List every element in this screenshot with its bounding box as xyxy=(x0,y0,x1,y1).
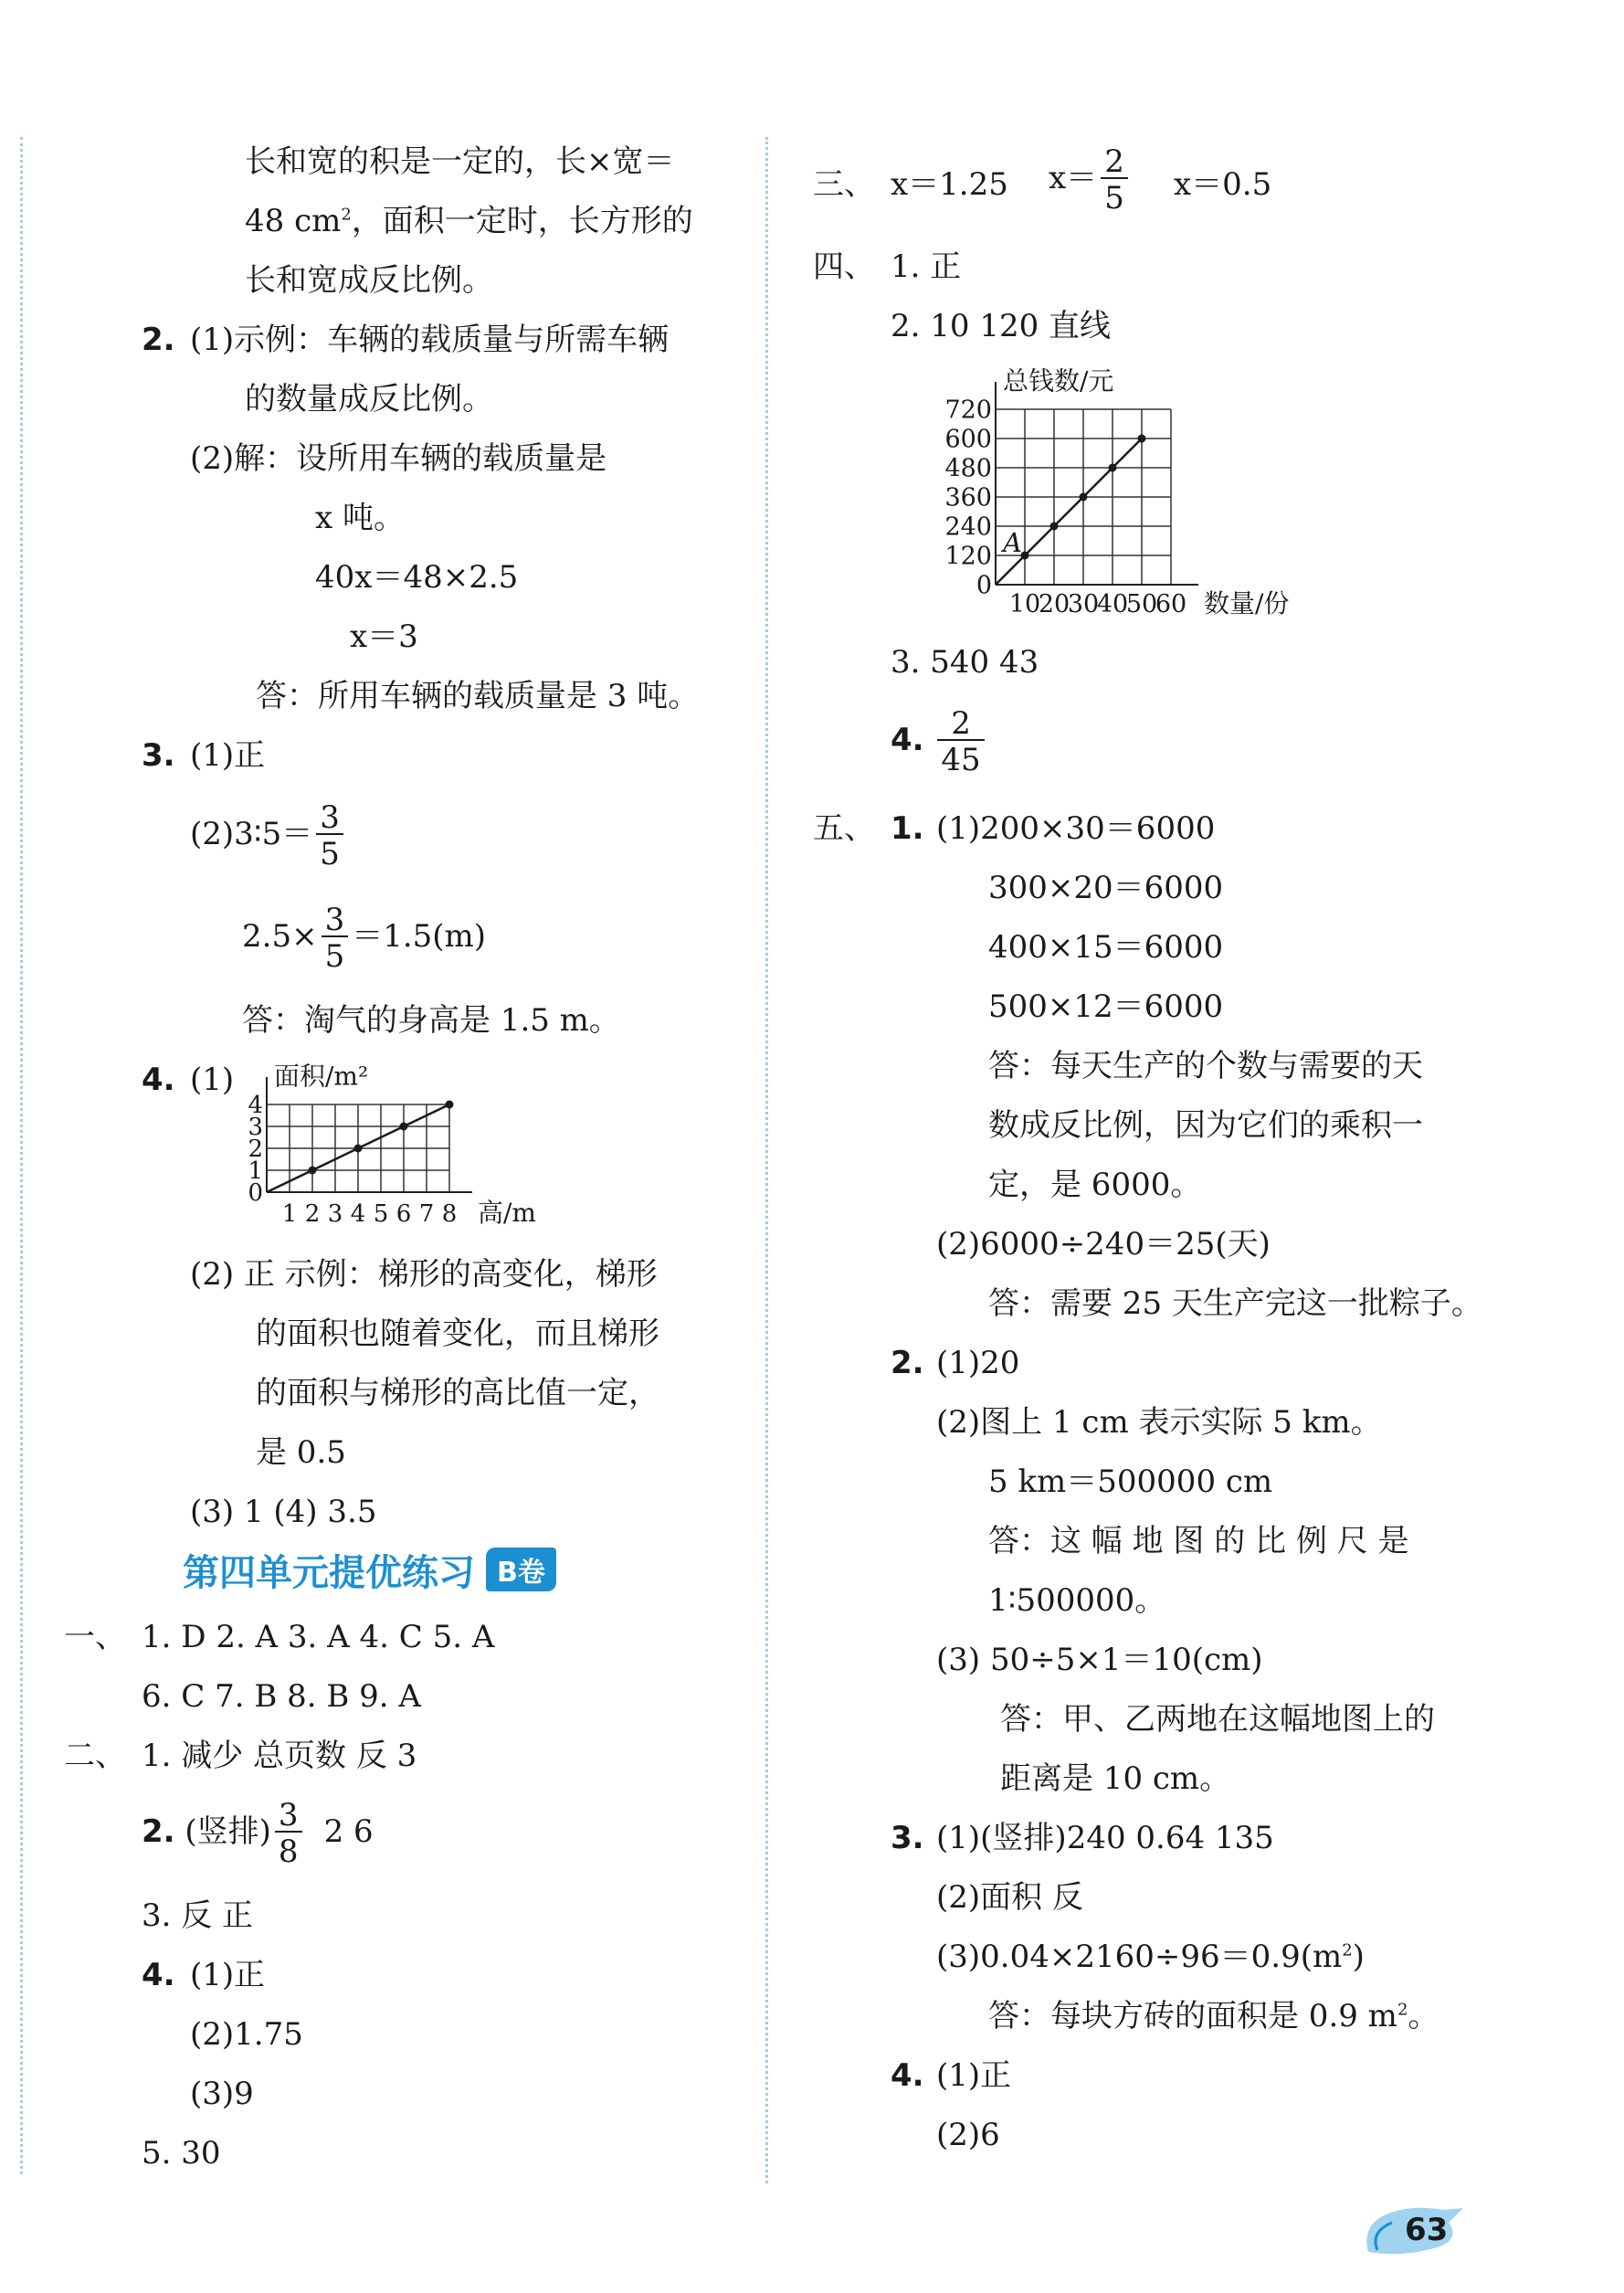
text-line: (1)正 xyxy=(190,737,266,774)
equation: (3) 50÷5×1＝10(cm) xyxy=(936,1642,1263,1678)
answer-line: 答：需要 25 天生产完这一批粽子。 xyxy=(988,1285,1482,1322)
text-line: (2)图上 1 cm 表示实际 5 km。 xyxy=(936,1404,1382,1441)
answer-row: 1. 减少 总页数 反 3 xyxy=(142,1738,417,1774)
equation: 300×20＝6000 xyxy=(988,870,1224,906)
answer-row: 2. 10 120 直线 xyxy=(891,308,1112,344)
answer-line: 答：每天生产的个数与需要的天 xyxy=(988,1048,1423,1084)
x-tick-label: 7 xyxy=(418,1200,435,1228)
x-axis-label: 数量/份 xyxy=(1204,588,1290,618)
answer-line: 答：淘气的身高是 1.5 m。 xyxy=(242,1002,620,1039)
question-number: 2. xyxy=(142,322,175,358)
y-tick-label: 4 xyxy=(248,1092,263,1120)
answer-line: 数成反比例，因为它们的乘积一 xyxy=(988,1107,1423,1144)
x-tick-label: 6 xyxy=(395,1200,412,1228)
y-axis-label: 总钱数/元 xyxy=(1003,365,1114,396)
data-point xyxy=(1080,493,1088,502)
series-line xyxy=(996,439,1142,585)
answer-row: 6. C 7. B 8. B 9. A xyxy=(142,1678,421,1715)
answer-row: 2. (竖排) $\frac{3}{8}$ 2 6 xyxy=(142,1797,374,1870)
equation: x＝3 xyxy=(350,618,418,655)
fraction: $\frac{2}{5}$ xyxy=(1101,146,1128,214)
text-line: 是 0.5 xyxy=(256,1434,346,1471)
answer-line: 答：所用车辆的载质量是 3 吨。 xyxy=(256,678,700,714)
equation: x＝ $\frac{2}{5}$ xyxy=(1049,146,1132,214)
x-tick-label: 60 xyxy=(1155,590,1187,618)
equation: $(3)0.04\times 2160\div 96=0.9(m^2)$ xyxy=(936,1939,1365,1975)
text-line: (3)9 xyxy=(190,2076,254,2112)
text-line: 48 $cm^2$，面积一定时，长方形的 xyxy=(245,203,693,239)
data-point xyxy=(1050,523,1059,531)
section-label: 一、 xyxy=(64,1619,126,1655)
text-line: (2) 正 示例：梯形的高变化，梯形 xyxy=(190,1256,658,1293)
text-line: (3) 1 (4) 3.5 xyxy=(190,1494,377,1530)
data-point xyxy=(400,1123,408,1131)
question-number: 3. xyxy=(142,737,175,774)
answer-line: 距离是 10 cm。 xyxy=(1000,1760,1231,1797)
text-line: 的面积也随着变化，而且梯形 xyxy=(256,1316,659,1352)
y-tick-label: 3 xyxy=(248,1114,263,1142)
question-number: 4. xyxy=(891,2057,924,2094)
text-line: (2)1.75 xyxy=(190,2016,303,2053)
y-tick-label: 480 xyxy=(944,454,992,483)
column-divider xyxy=(765,137,768,2183)
y-tick-label: 0 xyxy=(248,1179,263,1208)
text-line: x 吨。 xyxy=(315,500,405,536)
page-number-badge xyxy=(1361,2197,1471,2261)
answer-row: 3. 反 正 xyxy=(142,1897,254,1934)
answer-line: 1∶500000。 xyxy=(988,1582,1166,1619)
text-line: (1) xyxy=(190,1062,235,1098)
text-line: 长和宽的积是一定的，长×宽＝ xyxy=(245,143,675,180)
text-line: (1)正 xyxy=(936,2057,1012,2094)
x-tick-label: 50 xyxy=(1125,590,1158,618)
text-line: (1)20 xyxy=(936,1345,1020,1381)
equation: (2)3∶5＝ $\frac{3}{5}$ xyxy=(190,802,347,870)
answer-row: 5. 30 xyxy=(142,2135,221,2171)
equation: 400×15＝6000 xyxy=(988,929,1224,966)
equation: (1)200×30＝6000 xyxy=(936,810,1216,847)
equation: x＝1.25 xyxy=(891,166,1008,203)
x-axis-label: 高/m xyxy=(478,1198,536,1228)
x-tick-label: 2 xyxy=(304,1200,321,1228)
data-point xyxy=(1138,435,1146,443)
data-point xyxy=(1109,464,1117,472)
answer-row: 1. D 2. A 3. A 4. C 5. A xyxy=(142,1619,495,1655)
question-number: 4. xyxy=(142,1062,175,1098)
question-number: 1. xyxy=(891,810,924,847)
question-number: 3. xyxy=(891,1820,924,1856)
answer-row: 1. 正 xyxy=(891,248,962,285)
text-line: 长和宽成反比例。 xyxy=(245,262,493,299)
x-tick-label: 4 xyxy=(350,1200,366,1228)
x-tick-label: 3 xyxy=(327,1200,343,1228)
text-line: 的数量成反比例。 xyxy=(245,381,493,417)
data-point xyxy=(446,1101,454,1109)
answer-line: 定，是 6000。 xyxy=(988,1167,1202,1203)
fraction: $\frac{3}{5}$ xyxy=(316,802,343,870)
section-title: 第四单元提优练习 B卷 xyxy=(183,1544,556,1596)
text-line: (2)面积 反 xyxy=(936,1879,1083,1916)
answer-line: 答：这 幅 地 图 的 比 例 尺 是 xyxy=(988,1523,1409,1559)
x-tick-label: 1 xyxy=(281,1200,298,1228)
text-line: (2)6 xyxy=(936,2117,1000,2153)
x-tick-label: 20 xyxy=(1038,590,1070,618)
y-tick-label: 240 xyxy=(944,512,992,542)
y-tick-label: 720 xyxy=(944,396,992,425)
x-tick-label: 10 xyxy=(1008,590,1041,618)
y-tick-label: 0 xyxy=(975,571,992,600)
data-point xyxy=(309,1167,317,1175)
equation: x＝0.5 xyxy=(1174,166,1272,203)
section-label: 五、 xyxy=(813,810,875,847)
y-tick-label: 120 xyxy=(944,542,992,571)
y-tick-label: 360 xyxy=(944,483,992,512)
text-line: 的面积与梯形的高比值一定， xyxy=(256,1375,659,1411)
area-height-chart xyxy=(239,1055,577,1242)
left-margin-line xyxy=(20,137,23,2174)
b-volume-badge: B卷 xyxy=(486,1548,556,1591)
section-label: 二、 xyxy=(64,1738,126,1774)
equation: 2.5× $\frac{3}{5}$ ＝1.5(m) xyxy=(242,902,487,975)
text-line: (1)示例：车辆的载质量与所需车辆 xyxy=(190,322,670,358)
x-tick-label: 8 xyxy=(441,1200,458,1228)
equation: 40x＝48×2.5 xyxy=(315,559,519,596)
y-tick-label: 600 xyxy=(944,425,992,454)
answer-line: 答：每块方砖的面积是 0.9 $m^2$。 xyxy=(988,1998,1439,2034)
x-tick-label: 40 xyxy=(1096,590,1129,618)
x-tick-label: 30 xyxy=(1067,590,1100,618)
page-number: 63 xyxy=(1405,2212,1449,2248)
fraction: $\frac{2}{45}$ xyxy=(937,708,984,776)
text-line: (1)(竖排)240 0.64 135 xyxy=(936,1820,1274,1856)
data-point xyxy=(354,1145,363,1153)
y-tick-label: 1 xyxy=(248,1157,263,1186)
equation: 500×12＝6000 xyxy=(988,988,1224,1025)
equation: 5 km＝500000 cm xyxy=(988,1464,1273,1500)
answer-row: 3. 540 43 xyxy=(891,644,1039,681)
text-line: (2)解：设所用车辆的载质量是 xyxy=(190,440,607,477)
question-number: 4. xyxy=(142,1957,175,1993)
text-line: (1)正 xyxy=(190,1957,266,1993)
y-axis-label: 面积/m² xyxy=(274,1061,369,1092)
section-label: 三、 xyxy=(813,166,875,203)
x-tick-label: 5 xyxy=(373,1200,389,1228)
question-number: 2. xyxy=(891,1345,924,1381)
fraction: $\frac{3}{5}$ xyxy=(322,904,349,972)
point-label: A xyxy=(1003,527,1022,558)
answer-row: 4. $\frac{2}{45}$ xyxy=(891,708,988,776)
fraction: $\frac{3}{8}$ xyxy=(275,1800,302,1867)
total-money-chart xyxy=(923,361,1329,630)
answer-line: 答：甲、乙两地在这幅地图上的 xyxy=(1000,1701,1435,1738)
section-label: 四、 xyxy=(813,248,875,285)
equation: (2)6000÷240＝25(天) xyxy=(936,1226,1271,1263)
y-tick-label: 2 xyxy=(248,1136,263,1164)
